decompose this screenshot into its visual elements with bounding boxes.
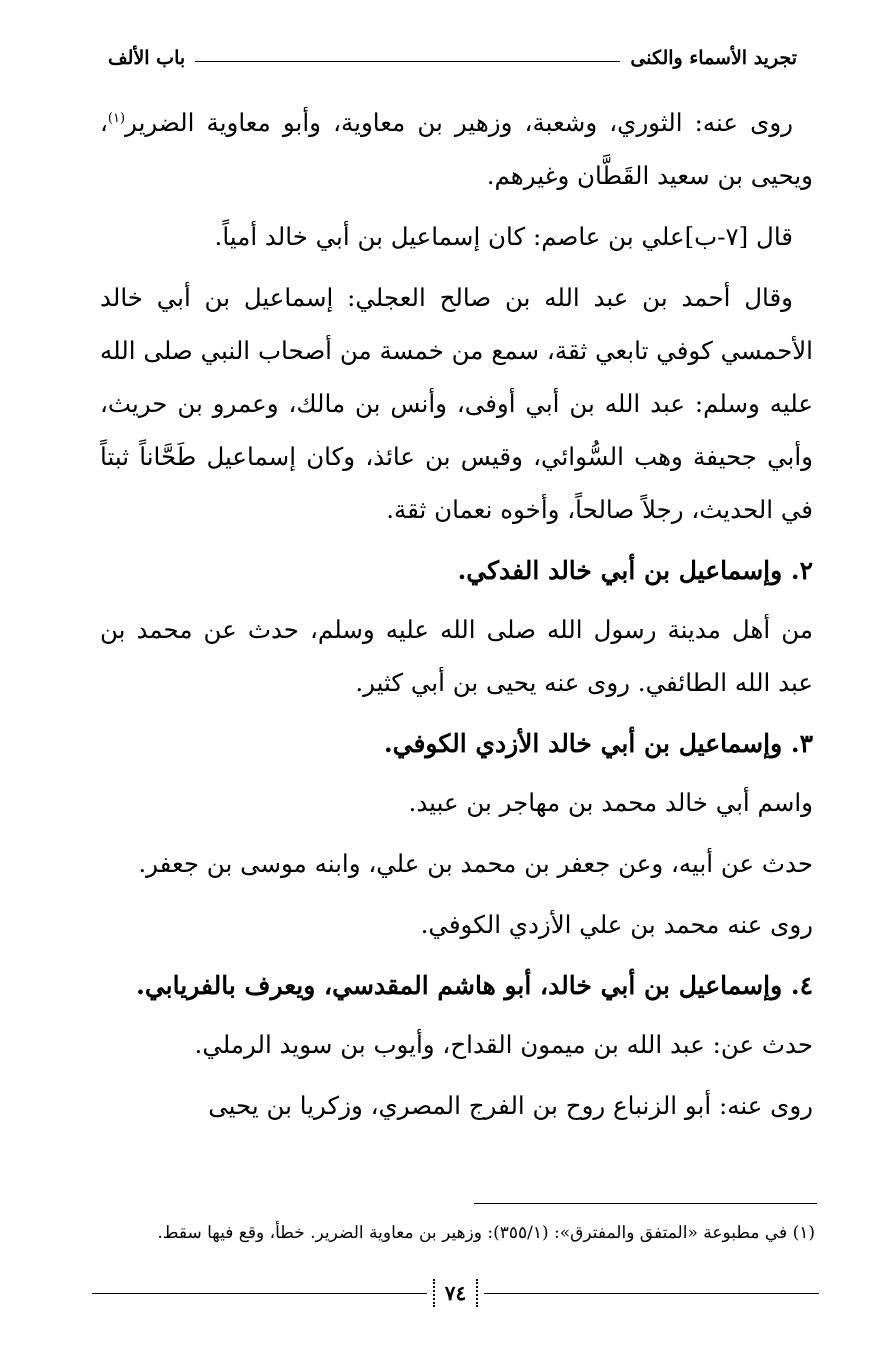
entry-3-paragraph-2: حدث عن أبيه، وعن جعفر بن محمد بن علي، وابنه موسى بن جعفر. <box>138 849 813 878</box>
book-title: تجريد الأسماء والكنى <box>630 47 797 69</box>
footnote-marker: (١) <box>107 110 126 126</box>
page-footer <box>92 1278 819 1308</box>
footnote-separator <box>474 1203 817 1204</box>
footnote: (١) في مطبوعة «المتفق والمفترق»: (٣٥٥/١): وزهير بن معاوية الضرير. خطأ، وقع فيها سقط. <box>157 1223 815 1243</box>
entry-3-heading: ٣. وإسماعيل بن أبي خالد الأزدي الكوفي. <box>383 729 813 758</box>
running-header <box>108 38 797 78</box>
entry-4-heading: ٤. وإسماعيل بن أبي خالد، أبو هاشم المقدسي، ويعرف بالفريابي. <box>136 971 813 1000</box>
header-rule <box>195 61 620 62</box>
paragraph-text-end: ، ويحيى بن سعيد القَطَّان وغيرهم. <box>100 108 813 190</box>
entry-3-paragraph-1: واسم أبي خالد محمد بن مهاجر بن عبيد. <box>408 788 813 817</box>
entry-4-paragraph-1: حدث عن: عبد الله بن ميمون القداح، وأيوب بن سويد الرملي. <box>194 1030 813 1059</box>
paragraph-ijli: وقال أحمد بن عبد الله بن صالح العجلي: إسماعيل بن أبي خالد الأحمسي كوفي تابعي ثقة، سمع من خمسة من أصحاب النبي صلى الله عليه وسلم: عبد الله بن أبي أوفى، وأنس بن مالك، وعمرو بن حريث، وأبي جحيفة وهب السُّوائي، وقيس بن عائذ، وكان إسماعيل طَحَّاناً ثبتاً في الحديث، رجلاً صالحاً، وأخوه نعمان ثقة. <box>100 283 813 524</box>
paragraph-narrators <box>100 96 813 202</box>
entry-2-heading: ٢. وإسماعيل بن أبي خالد الفدكي. <box>457 556 813 585</box>
footer-rule-right <box>484 1293 819 1294</box>
entry-3-paragraph-3: روى عنه محمد بن علي الأزدي الكوفي. <box>420 910 813 939</box>
footer-rule-left <box>92 1293 427 1294</box>
paragraph-text: روى عنه: الثوري، وشعبة، وزهير بن معاوية، وأبو معاوية الضرير <box>125 108 793 137</box>
entry-4-paragraph-2: روى عنه: أبو الزنباع روح بن الفرج المصري، وزكريا بن يحيى <box>208 1091 813 1120</box>
paragraph-ali-bin-asim: قال [٧-ب]علي بن عاصم: كان إسماعيل بن أبي خالد أمياً. <box>214 222 793 251</box>
chapter-title: باب الألف <box>108 47 186 69</box>
entry-2-paragraph: من أهل مدينة رسول الله صلى الله عليه وسلم، حدث عن محمد بن عبد الله الطائفي. روى عنه يحيى بن أبي كثير. <box>100 615 813 697</box>
main-text <box>100 96 813 1140</box>
page-number: ٧٤ <box>433 1279 478 1307</box>
